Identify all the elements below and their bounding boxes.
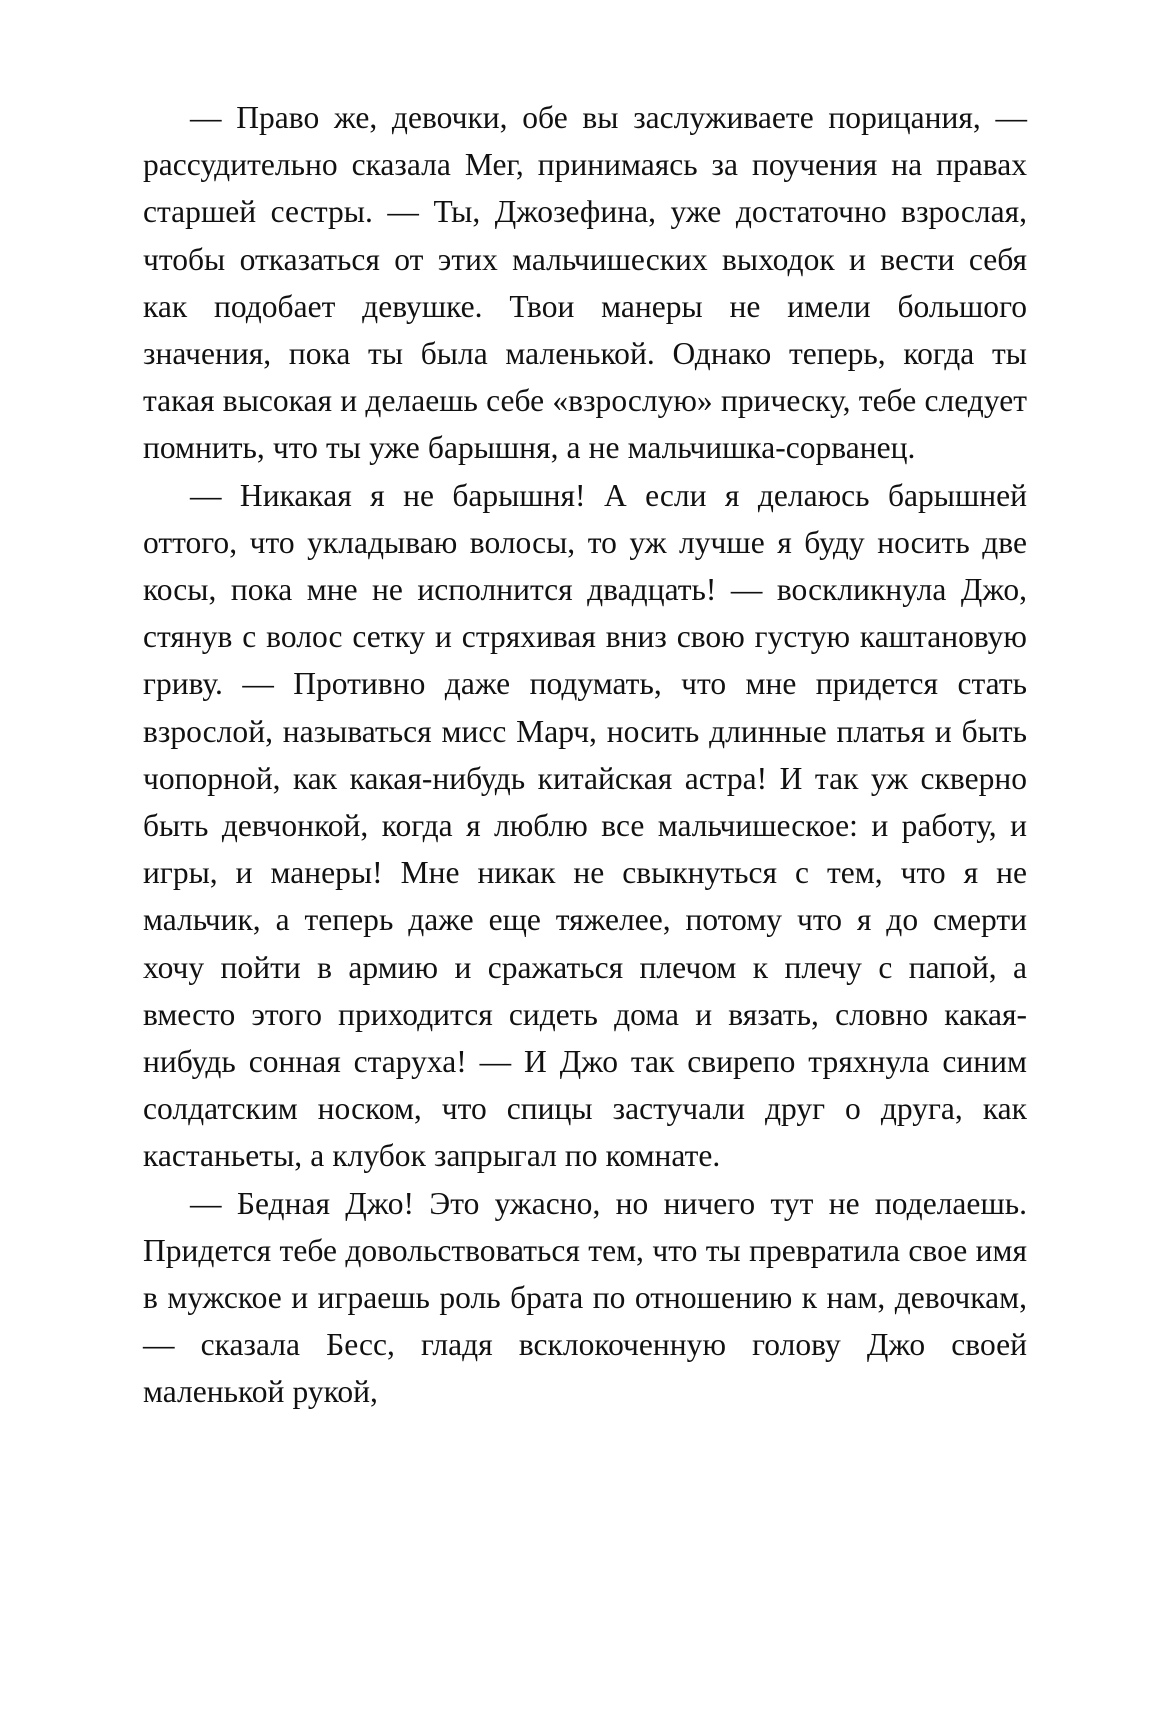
paragraph-3: — Бедная Джо! Это ужасно, но ничего тут не поделаешь. Придется тебе довольствоваться тем, что ты превратила свое имя в мужское и играешь роль брата по отношению к нам, девочкам, — сказала Бесс, гладя всклокоченную голову Джо своей маленькой рукой, xyxy=(143,1185,1027,1410)
page-text-block xyxy=(143,94,1027,1416)
paragraph-1: — Право же, девочки, обе вы заслуживаете порицания, — рассудительно сказала Мег, принимаясь за поучения на правах старшей сестры. — Ты, Джозефина, уже достаточно взрослая, чтобы отказаться от этих мальчишеских выходок и вести себя как подобает девушке. Твои манеры не имели большого значения, пока ты была маленькой. Однако теперь, когда ты такая высокая и делаешь себе «взрослую» прическу, тебе следует помнить, что ты уже барышня, а не мальчишка-сорванец. xyxy=(143,100,1027,466)
paragraph-2: — Никакая я не барышня! А если я делаюсь барышней оттого, что укладываю волосы, то уж лучше я буду носить две косы, пока мне не исполнится двадцать! — воскликнула Джо, стянув с волос сетку и стряхивая вниз свою густую каштановую гриву. — Противно даже подумать, что мне придется стать взрослой, называться мисс Марч, носить длинные платья и быть чопорной, как какая-нибудь китайская астра! И так уж скверно быть девчонкой, когда я люблю все мальчишеское: и работу, и игры, и манеры! Мне никак не свыкнуться с тем, что я не мальчик, а теперь даже еще тяжелее, потому что я до смерти хочу пойти в армию и сражаться плечом к плечу с папой, а вместо этого приходится сидеть дома и вязать, словно какая-нибудь сонная старуха! — И Джо так свирепо тряхнула синим солдатским носком, что спицы застучали друг о друга, как кастаньеты, а клубок запрыгал по комнате. xyxy=(143,477,1027,1174)
